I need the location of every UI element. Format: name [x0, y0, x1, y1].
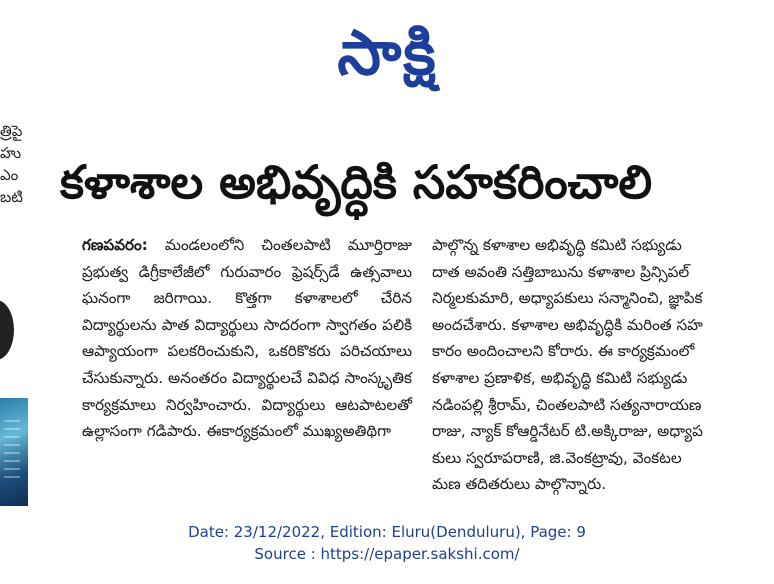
article-line: కులు స్వరూపరాణి, జి.వెంకట్రావు, వెంకటల	[432, 448, 682, 467]
fragment-line: బటి	[0, 188, 23, 206]
sakshi-logo: సాక్షి	[337, 16, 438, 89]
article-line: కారం అందించాలని కోరారు. ఈ కార్యక్రమంలో	[432, 342, 695, 361]
adjacent-photo	[0, 398, 28, 506]
article-line: మణ తదితరులు పాల్గొన్నారు.	[432, 475, 607, 494]
fragment-line: ఎం	[0, 166, 19, 184]
footer-date-edition: Date: 23/12/2022, Edition: Eluru(Denduluru), Page: 9	[188, 523, 586, 541]
fragment-line: హు	[0, 144, 22, 162]
article-dateline: గణపవరం:	[82, 236, 148, 254]
footer-source: Source : https://epaper.sakshi.com/	[254, 545, 520, 563]
article-line: పాల్గొన్న కళాశాల అభివృద్ధి కమిటి సభ్యుడు	[432, 236, 682, 254]
article-line: దాత అవంతి సత్తిబాబును కళాశాల ప్రిన్సిపల్	[432, 262, 690, 281]
article-headline: కళాశాల అభివృద్ధికి సహకరించాలి	[60, 155, 653, 209]
article-line: నడింపల్లి శ్రీరామ్, చింతలపాటి సత్యనారాయణ	[432, 395, 702, 414]
article-line: కళాశాల ప్రణాళిక, అభివృద్ధి కమిటి సభ్యుడు	[432, 368, 688, 387]
article-line: అందచేశారు. కళాశాల అభివృద్ధికి మరింత సహ	[432, 315, 703, 334]
article-column-left	[82, 232, 412, 445]
article-body-left: మండలంలోని చింతలపాటి మూర్తిరాజు ప్రభుత్వ డిగ్రీకాలేజీలో గురువారం ఫ్రెషర్స్‌డే ఉత్సవాలు ఘనంగా జరిగాయి. కొత్తగా కళాశాలలో చేరిన విద్యార్థులను పాత విద్యార్థులు సాదరంగా స్వాగతం పలికి ఆప్యాయంగా పలకరించుకుని, ఒకరికొకరు పరిచయాలు చేసుకున్నారు. అనంతరం విద్యార్థులచే వివిధ సాంస్కృతిక కార్యక్రమాలు నిర్వహించారు. విద్యార్థులు ఆటపాటలతో ఉల్లాసంగా గడిపారు. ఈకార్యక్రమంలో ముఖ్యఅతిథిగా	[82, 236, 412, 441]
article-line: రాజు, న్యాక్ కోఆర్డినేటర్ టి.అక్కిరాజు, అధ్యాప	[432, 422, 703, 441]
article-column-right	[432, 232, 774, 498]
article-line: నిర్మలకుమారి, అధ్యాపకులు సన్మానించి, జ్ఞాపిక	[432, 289, 703, 308]
adjacent-article-fragment	[0, 120, 30, 270]
adjacent-graphic	[0, 300, 14, 360]
fragment-line: త్రిపై	[0, 122, 23, 140]
